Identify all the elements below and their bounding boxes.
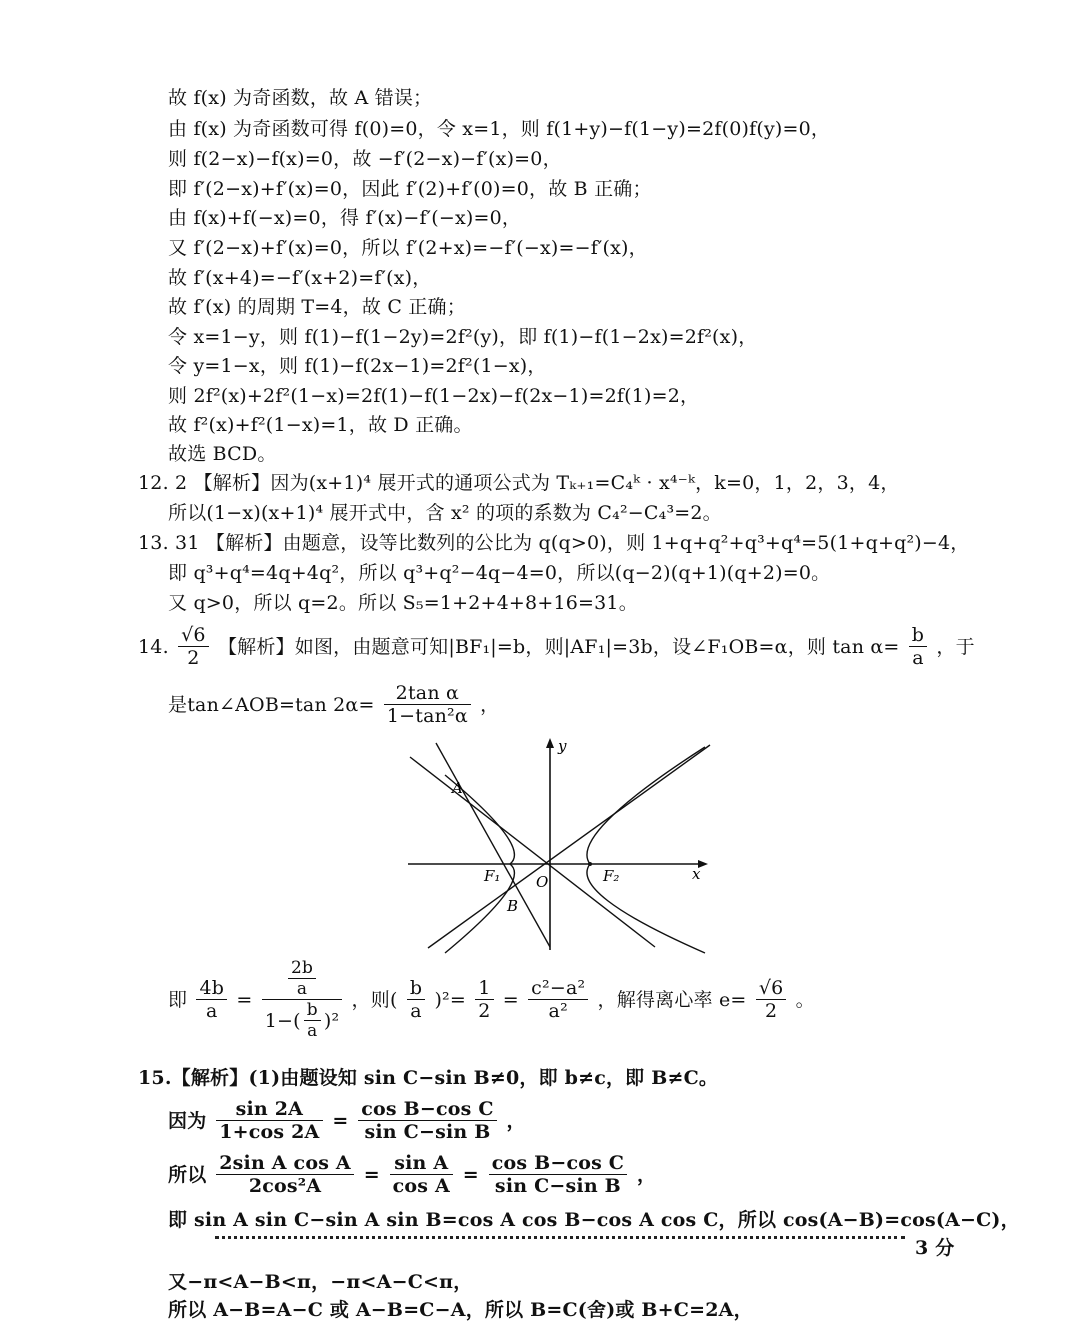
fraction-numerator: √6 xyxy=(178,624,209,647)
fraction xyxy=(528,977,588,1022)
text-line: 即 f′(2−x)+f′(x)=0，因此 f′(2)+f′(0)=0，故 B 正确； xyxy=(168,178,652,200)
fraction-numerator: √6 xyxy=(756,977,787,1000)
text-segment: ， xyxy=(480,693,500,716)
fraction xyxy=(304,1000,321,1041)
formula-line xyxy=(168,1152,656,1197)
text-segment: 因为 xyxy=(168,1109,207,1132)
fraction-numerator: cos B−cos C xyxy=(489,1152,627,1175)
fraction-denominator: a xyxy=(307,1021,318,1041)
fraction xyxy=(358,1098,496,1143)
text-line: 故 f(x) 为奇函数，故 A 错误； xyxy=(168,87,433,109)
fraction-denominator: 1+cos 2A xyxy=(219,1121,320,1143)
fraction-denominator: 2 xyxy=(478,1000,491,1022)
text-line: 令 y=1−x，则 f(1)−f(2x−1)=2f²(1−x)， xyxy=(168,355,547,377)
formula-line xyxy=(168,682,499,727)
hyperbola-right-branch xyxy=(587,747,705,953)
formula-line xyxy=(168,1098,526,1143)
text-line: 又 f′(2−x)+f′(x)=0，所以 f′(2+x)=−f′(−x)=−f′(x)， xyxy=(168,237,648,259)
text-line: 则 2f²(x)+2f²(1−x)=2f(1)−f(1−2x)−f(2x−1)=2f(1)=2， xyxy=(168,385,700,407)
formula-line xyxy=(168,958,815,1041)
text-line: 即 sin A sin C−sin A sin B=cos A cos B−cos A cos C，所以 cos(A−B)=cos(A−C)， xyxy=(168,1209,1020,1231)
hyperbola-figure xyxy=(400,735,720,955)
fraction-denominator: a xyxy=(410,1000,422,1022)
text-line: 则 f(2−x)−f(x)=0，故 −f′(2−x)−f′(x)=0， xyxy=(168,148,562,170)
text-segment: 1−( xyxy=(264,1009,301,1032)
fraction-denominator: sin C−sin B xyxy=(494,1175,621,1197)
text-segment: ，解得离心率 e= xyxy=(597,988,747,1011)
fraction-numerator: sin 2A xyxy=(216,1098,322,1121)
fraction-numerator: c²−a² xyxy=(528,977,588,1000)
label-x: x xyxy=(692,865,701,883)
fraction-numerator: b xyxy=(304,1000,321,1021)
fraction xyxy=(216,1098,322,1143)
text-line: 故 f′(x+4)=−f′(x+2)=f′(x)， xyxy=(168,267,432,289)
label-O: O xyxy=(536,873,549,891)
text-segment: = xyxy=(236,988,253,1011)
problem-12-line: 12. 2 【解析】因为(x+1)⁴ 展开式的通项公式为 Tₖ₊₁=C₄ᵏ · x⁴⁻ᵏ，k=0，1，2，3，4， xyxy=(138,472,900,494)
text-line: 故 f²(x)+f²(1−x)=1，故 D 正确。 xyxy=(168,414,473,436)
answer-fraction xyxy=(178,624,209,669)
fraction-numerator: 2sin A cos A xyxy=(216,1152,354,1175)
label-F2: F₂ xyxy=(603,867,620,885)
problem-13-line: 13. 31 【解析】由题意，设等比数列的公比为 q(q>0)，则 1+q+q²+q³+q⁴=5(1+q+q²)−4， xyxy=(138,532,970,554)
text-segment: 是tan∠AOB=tan 2α= xyxy=(168,693,375,716)
text-line: 由 f(x)+f(−x)=0，得 f′(x)−f′(−x)=0， xyxy=(168,207,522,229)
text-segment: )²= xyxy=(434,988,466,1011)
problem-14-line xyxy=(138,624,975,669)
fraction-denominator: a² xyxy=(548,1000,568,1022)
fraction xyxy=(196,977,227,1022)
label-y: y xyxy=(558,737,567,755)
line-AB xyxy=(436,743,550,947)
text-segment: ， xyxy=(506,1109,526,1132)
fraction-numerator: 4b xyxy=(196,977,227,1000)
label-B: B xyxy=(507,897,519,915)
fraction-denominator: a xyxy=(206,1000,218,1022)
text-segment: ， xyxy=(636,1163,657,1186)
text-segment: = xyxy=(332,1109,349,1132)
fraction xyxy=(407,977,425,1022)
fraction xyxy=(756,977,787,1022)
fraction xyxy=(475,977,493,1022)
problem-number: 14. xyxy=(138,635,169,658)
score-label: 3 分 xyxy=(915,1237,955,1259)
text-line: 即 q³+q⁴=4q+4q²，所以 q³+q²−4q−4=0，所以(q−2)(q+1)(q+2)=0。 xyxy=(168,562,831,584)
text-line: 又−π<A−B<π，−π<A−C<π， xyxy=(168,1271,473,1293)
fraction-denominator xyxy=(262,1000,343,1041)
fraction-denominator: 2cos²A xyxy=(248,1175,322,1197)
text-segment: 即 xyxy=(168,988,188,1011)
fraction xyxy=(909,624,927,669)
fraction-denominator: 1−tan²α xyxy=(386,705,468,727)
fraction xyxy=(216,1152,354,1197)
label-A: A xyxy=(452,779,463,797)
problem-15-line: 15.【解析】(1)由题设知 sin C−sin B≠0，即 b≠c，即 B≠C。 xyxy=(138,1067,719,1089)
score-leader-dots xyxy=(215,1236,905,1239)
focus-F2 xyxy=(588,862,592,866)
fraction-denominator: a xyxy=(912,647,924,669)
text-line: 又 q>0，所以 q=2。所以 S₅=1+2+4+8+16=31。 xyxy=(168,592,638,614)
text-line: 故选 BCD。 xyxy=(168,443,277,465)
text-segment: 【解析】如图，由题意可知|BF₁|=b，则|AF₁|=3b，设∠F₁OB=α，则 tan α= xyxy=(217,635,900,658)
fraction-numerator: 2tan α xyxy=(384,682,471,705)
asymptote-line xyxy=(428,745,710,948)
fraction-numerator: 1 xyxy=(475,977,493,1000)
fraction-numerator xyxy=(262,958,343,1000)
fraction-numerator: b xyxy=(909,624,927,647)
fraction-denominator: cos A xyxy=(392,1175,450,1197)
text-segment: ，则( xyxy=(351,988,398,1011)
text-line: 由 f(x) 为奇函数可得 f(0)=0，令 x=1，则 f(1+y)−f(1−y)=2f(0)f(y)=0， xyxy=(168,118,831,140)
text-line: 所以 A−B=A−C 或 A−B=C−A，所以 B=C(舍)或 B+C=2A， xyxy=(168,1299,753,1321)
text-line: 令 x=1−y，则 f(1)−f(1−2y)=2f²(y)，即 f(1)−f(1−2x)=2f²(x)， xyxy=(168,326,758,348)
fraction xyxy=(489,1152,627,1197)
fraction xyxy=(390,1152,453,1197)
fraction-denominator: 2 xyxy=(187,647,200,669)
compound-fraction xyxy=(262,958,343,1041)
text-line: 所以(1−x)(x+1)⁴ 展开式中，含 x² 的项的系数为 C₄²−C₄³=2。 xyxy=(168,502,722,524)
fraction-numerator: cos B−cos C xyxy=(358,1098,496,1121)
fraction-numerator: sin A xyxy=(390,1152,453,1175)
text-segment: 所以 xyxy=(168,1163,207,1186)
fraction-numerator: 2b xyxy=(288,958,316,979)
fraction-denominator: 2 xyxy=(764,1000,778,1022)
fraction-denominator: a xyxy=(296,979,308,999)
text-line: 故 f′(x) 的周期 T=4，故 C 正确； xyxy=(168,296,466,318)
label-F1: F₁ xyxy=(484,867,501,885)
fraction xyxy=(384,682,471,727)
text-segment: 。 xyxy=(795,988,815,1011)
asymptote-line xyxy=(410,757,655,947)
text-segment: = xyxy=(462,1163,479,1186)
fraction-denominator: sin C−sin B xyxy=(364,1121,491,1143)
fraction-numerator: b xyxy=(407,977,425,1000)
text-segment: = xyxy=(502,988,519,1011)
text-segment: )² xyxy=(323,1009,340,1032)
y-axis-arrow xyxy=(546,738,554,748)
text-segment: = xyxy=(363,1163,380,1186)
fraction xyxy=(288,958,316,999)
text-segment: ，于 xyxy=(936,635,975,658)
